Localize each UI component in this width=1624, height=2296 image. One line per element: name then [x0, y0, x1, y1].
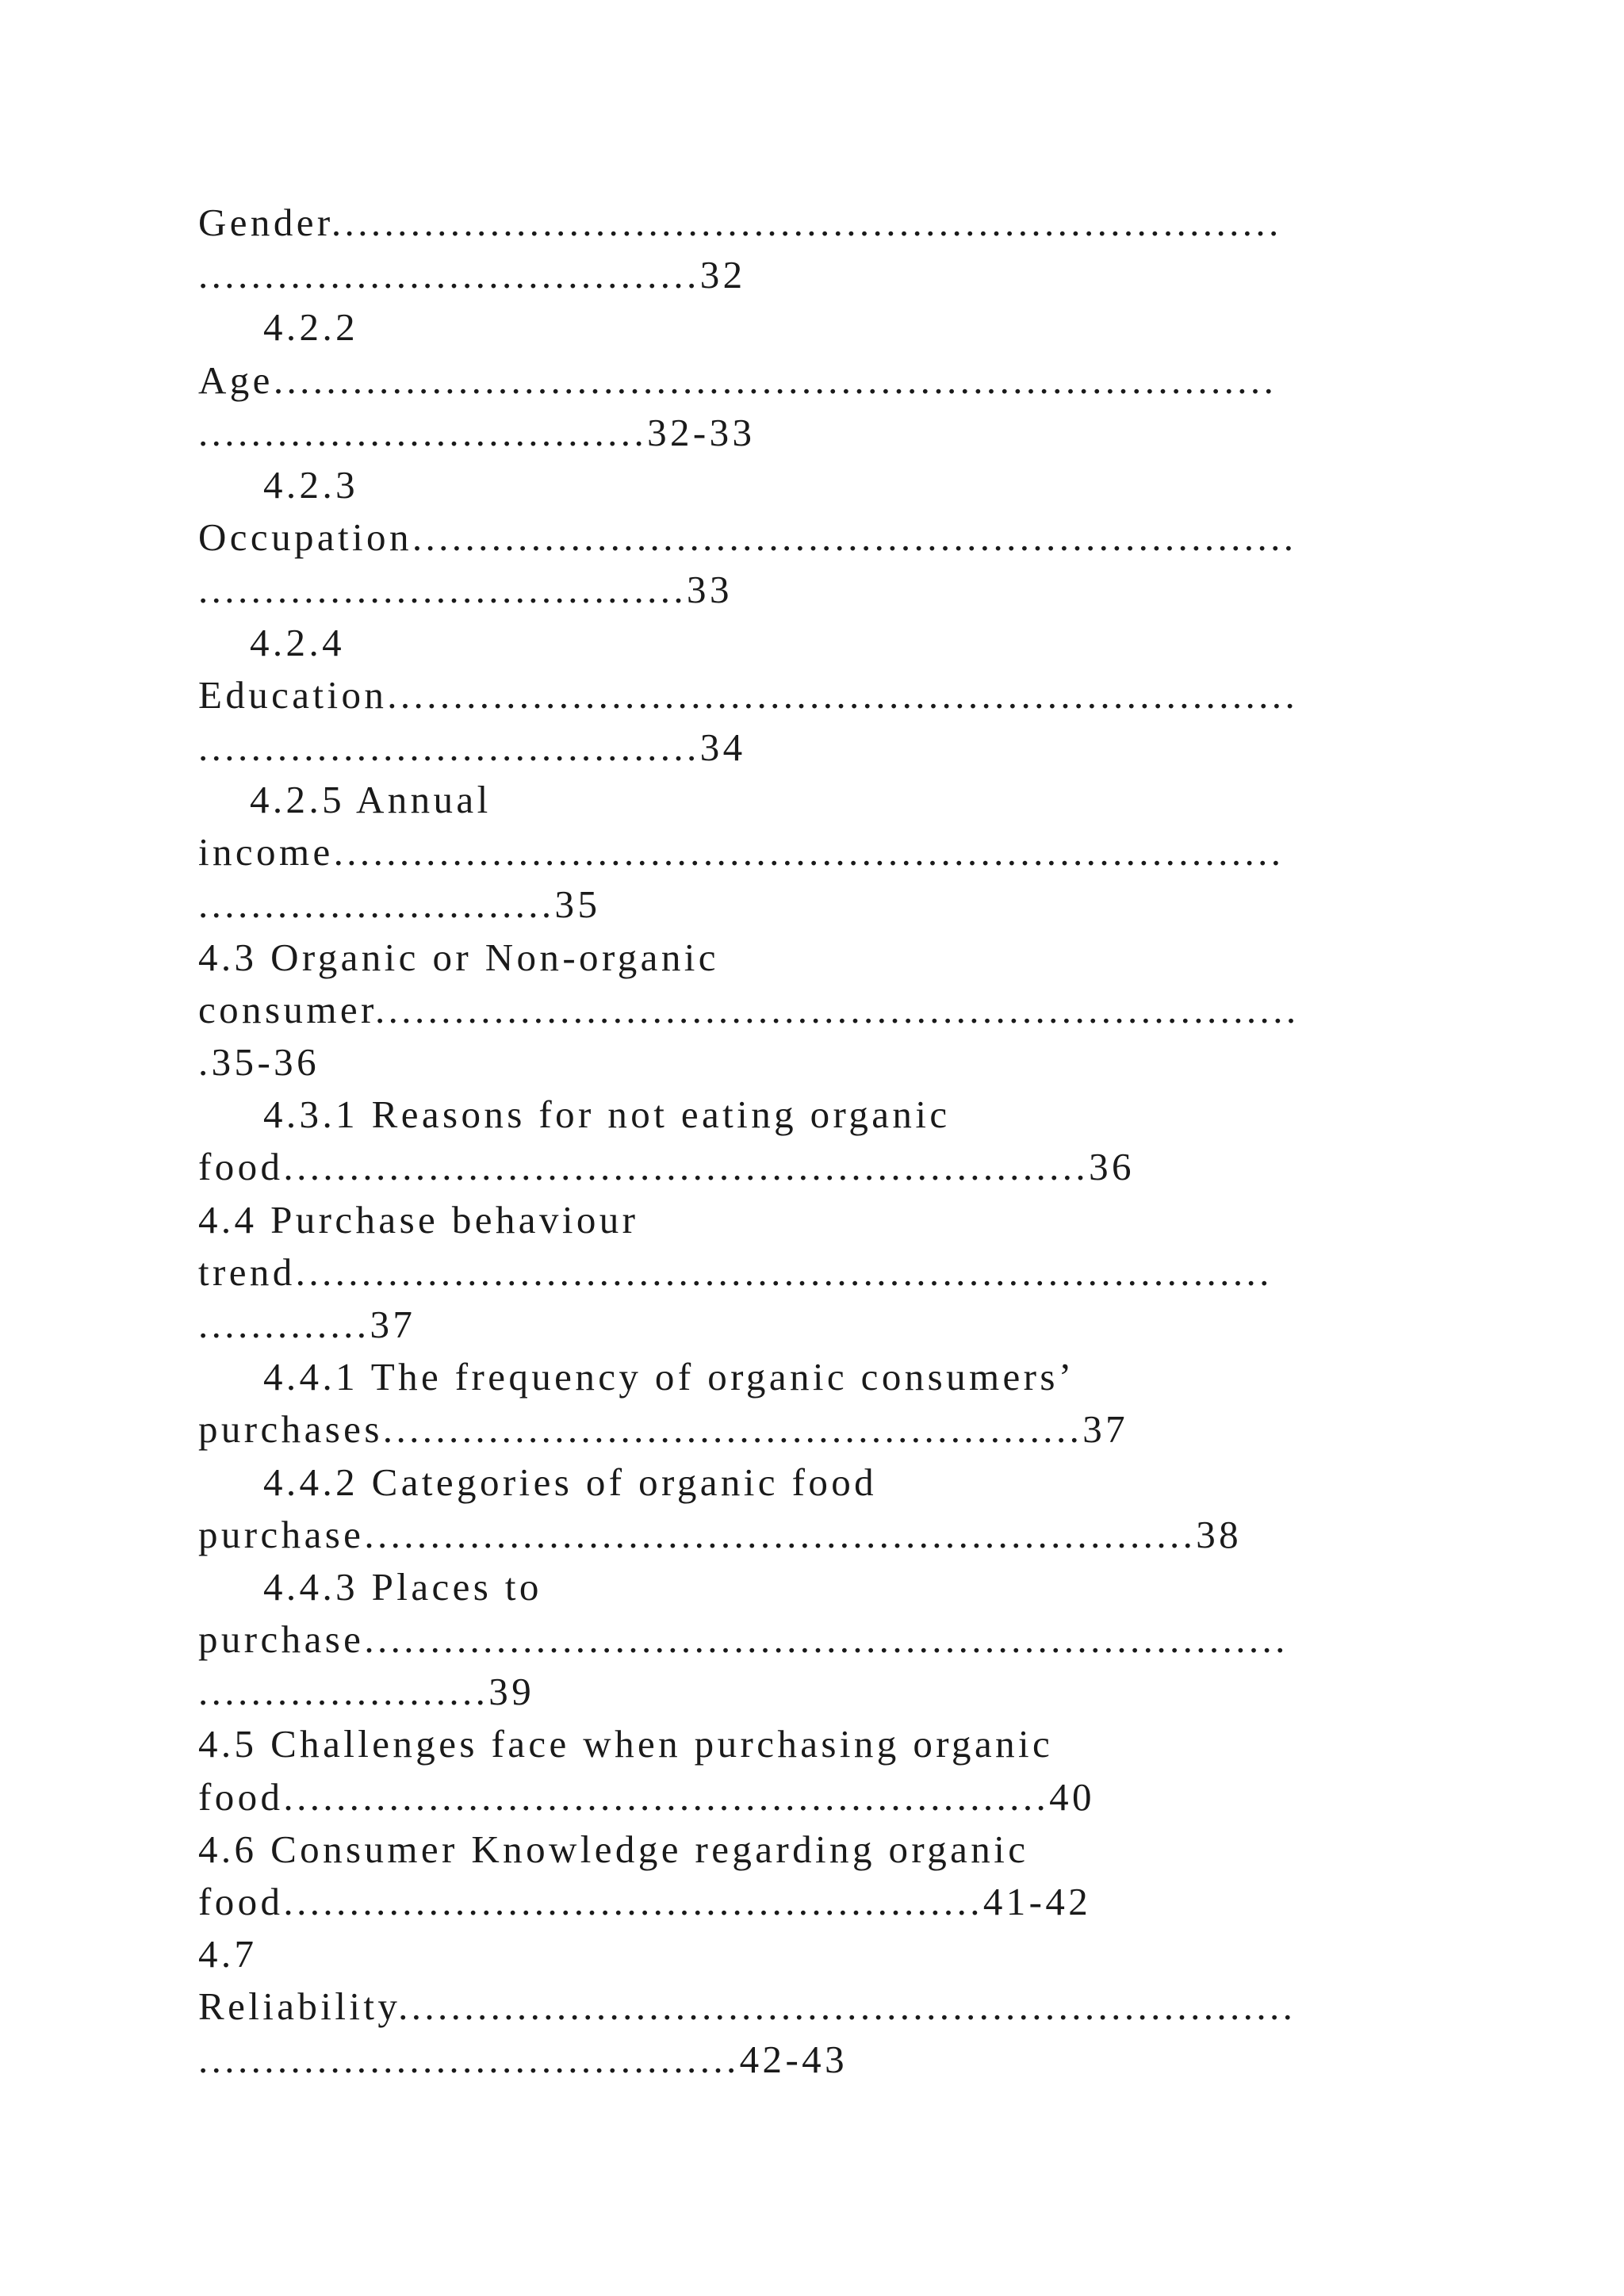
toc-entry-4-3: 4.3 Organic or Non-organic	[198, 935, 719, 979]
toc-line-age: Age............................................................................	[198, 358, 1277, 402]
toc-line-income: income........................................................................	[198, 830, 1285, 874]
toc-line-consumer-page: .35-36	[198, 1040, 320, 1084]
toc-line-trend-page: .............37	[198, 1302, 416, 1346]
toc-line-trend: trend..........................................................................	[198, 1249, 1273, 1294]
toc-line-purchase-categories-page: purchase...............................................................38	[198, 1512, 1243, 1556]
toc-line-education-page: ......................................34	[198, 725, 746, 769]
toc-number-4-2-2: 4.2.2	[263, 305, 358, 350]
toc-line-education: Education.....................................................................	[198, 672, 1299, 717]
toc-entry-4-5: 4.5 Challenges face when purchasing organic	[198, 1722, 1054, 1766]
toc-line-purchase-places-page: ......................39	[198, 1670, 535, 1714]
toc-line-purchases-page: purchases.....................................................37	[198, 1407, 1129, 1452]
toc-entry-4-4: 4.4 Purchase behaviour	[198, 1197, 639, 1242]
toc-line-gender: Gender........................................................................	[198, 201, 1282, 244]
toc-entry-4-4-2: 4.4.2 Categories of organic food	[263, 1460, 878, 1504]
toc-line-occupation-page: .....................................33	[198, 568, 733, 612]
toc-number-4-2-3: 4.2.3	[263, 462, 358, 507]
table-of-contents	[198, 197, 1499, 2086]
toc-line-gender-page: ......................................32	[198, 253, 746, 297]
toc-entry-4-2-5: 4.2.5 Annual	[250, 778, 492, 822]
toc-line-income-page: ...........................35	[198, 882, 601, 927]
toc-number-4-2-4: 4.2.4	[250, 620, 345, 664]
toc-line-age-page: ..................................32-33	[198, 410, 756, 454]
toc-line-reliability: Reliability....................................................................	[198, 1984, 1297, 2029]
toc-line-occupation: Occupation...................................................................	[198, 515, 1297, 560]
toc-entry-4-4-3: 4.4.3 Places to	[263, 1564, 542, 1609]
toc-line-consumer: consumer......................................................................	[198, 987, 1300, 1031]
toc-line-challenges-page: food..........................................................40	[198, 1774, 1095, 1819]
toc-number-4-7: 4.7	[198, 1932, 258, 1976]
toc-line-food-reasons-page: food.............................................................36	[198, 1145, 1135, 1189]
toc-entry-4-6: 4.6 Consumer Knowledge regarding organic	[198, 1827, 1029, 1871]
toc-line-reliability-page: .........................................42-43	[198, 2037, 848, 2081]
toc-entry-4-3-1: 4.3.1 Reasons for not eating organic	[263, 1093, 951, 1137]
toc-line-knowledge-page: food.....................................................41-42	[198, 1880, 1092, 1923]
toc-line-purchase-places: purchase......................................................................	[198, 1617, 1289, 1662]
toc-entry-4-4-1: 4.4.1 The frequency of organic consumers’	[263, 1355, 1075, 1399]
